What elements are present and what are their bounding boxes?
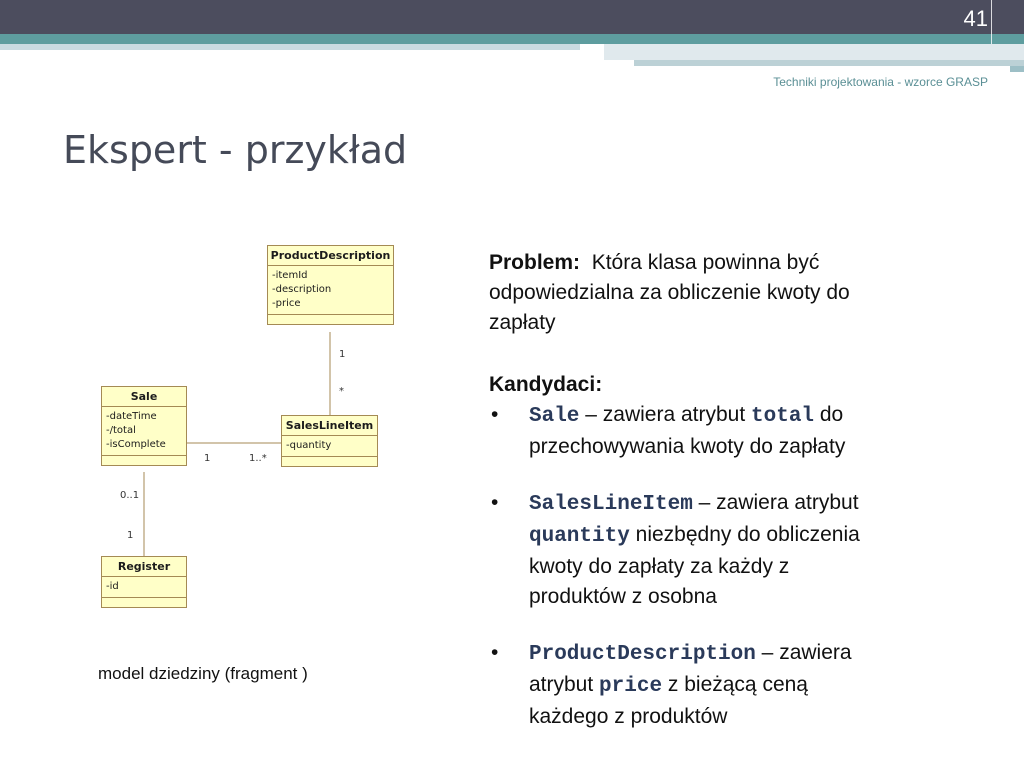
item-text: atrybut: [529, 673, 600, 696]
class-attribute: -dateTime: [106, 411, 157, 422]
class-operations: [282, 457, 377, 466]
item-text: – zawiera: [755, 641, 852, 664]
class-attribute: -itemId: [272, 270, 308, 281]
class-attributes: [102, 407, 186, 456]
code-term: price: [599, 675, 663, 698]
code-term: Sale: [529, 405, 580, 428]
candidates-list: [489, 400, 969, 732]
problem-paragraph: [489, 248, 969, 338]
class-operations: [102, 598, 186, 607]
item-text: – zawiera atrybut: [692, 491, 859, 514]
problem-label: Problem:: [489, 251, 581, 274]
multiplicity-label: 1..*: [249, 453, 267, 464]
header-right-bar-tertiary: [1010, 66, 1024, 72]
candidates-label: Kandydaci:: [489, 373, 603, 396]
class-attribute: -id: [106, 581, 119, 592]
class-operations: [268, 315, 393, 324]
class-attribute: -price: [272, 298, 301, 309]
uml-class-productdescription: [267, 245, 394, 325]
slide-title: Ekspert - przykład: [63, 128, 408, 172]
multiplicity-label: 0..1: [120, 490, 140, 501]
multiplicity-label: *: [339, 386, 344, 397]
class-attribute: -isComplete: [106, 439, 166, 450]
problem-text: odpowiedzialna za obliczenie kwoty do: [489, 281, 850, 304]
class-name: ProductDescription: [268, 246, 393, 266]
class-attributes: [102, 577, 186, 598]
list-item: [489, 638, 969, 732]
class-attribute: -quantity: [286, 440, 332, 451]
class-attribute: -/total: [106, 425, 136, 436]
item-text: niezbędny do obliczenia: [629, 523, 860, 546]
header-subtitle: Techniki projektowania - wzorce GRASP: [773, 75, 988, 89]
item-text: produktów z osobna: [529, 585, 717, 608]
bullet: •: [491, 491, 499, 514]
item-text: – zawiera atrybut: [579, 403, 752, 426]
class-name: SalesLineItem: [282, 416, 377, 436]
class-operations: [102, 456, 186, 465]
code-term: ProductDescription: [529, 643, 756, 666]
uml-class-register: [101, 556, 187, 608]
problem-text: Która klasa powinna być: [591, 251, 820, 274]
multiplicity-label: 1: [127, 530, 134, 541]
item-text: przechowywania kwoty do zapłaty: [529, 435, 846, 458]
item-text: z bieżącą ceną: [662, 673, 808, 696]
header-right-bar: [604, 44, 1024, 60]
class-attributes: [268, 266, 393, 315]
header-band: [0, 0, 1024, 34]
code-term: quantity: [529, 525, 630, 548]
bullet: •: [491, 641, 499, 664]
item-text: każdego z produktów: [529, 705, 728, 728]
class-attributes: [282, 436, 377, 457]
uml-class-sale: [101, 386, 187, 466]
uml-class-saleslineitem: [281, 415, 378, 467]
multiplicity-label: 1: [204, 453, 211, 464]
item-text: kwoty do zapłaty za każdy z: [529, 555, 790, 578]
header-right-bar-secondary: [634, 60, 1024, 66]
list-item: [489, 488, 969, 612]
diagram-caption: model dziedziny (fragment ): [98, 664, 308, 683]
header-light-band: [0, 44, 580, 50]
class-name: Sale: [102, 387, 186, 407]
problem-text: zapłaty: [489, 311, 556, 334]
header-accent-band: [0, 34, 1024, 44]
header-divider: [991, 0, 992, 44]
class-attribute: -description: [272, 284, 332, 295]
code-term: total: [751, 405, 815, 428]
content-text: [489, 248, 969, 758]
item-text: do: [814, 403, 844, 426]
class-name: Register: [102, 557, 186, 577]
multiplicity-label: 1: [339, 349, 346, 360]
list-item: [489, 400, 969, 462]
code-term: SalesLineItem: [529, 493, 693, 516]
bullet: •: [491, 403, 499, 426]
slide-number: 41: [963, 6, 988, 31]
